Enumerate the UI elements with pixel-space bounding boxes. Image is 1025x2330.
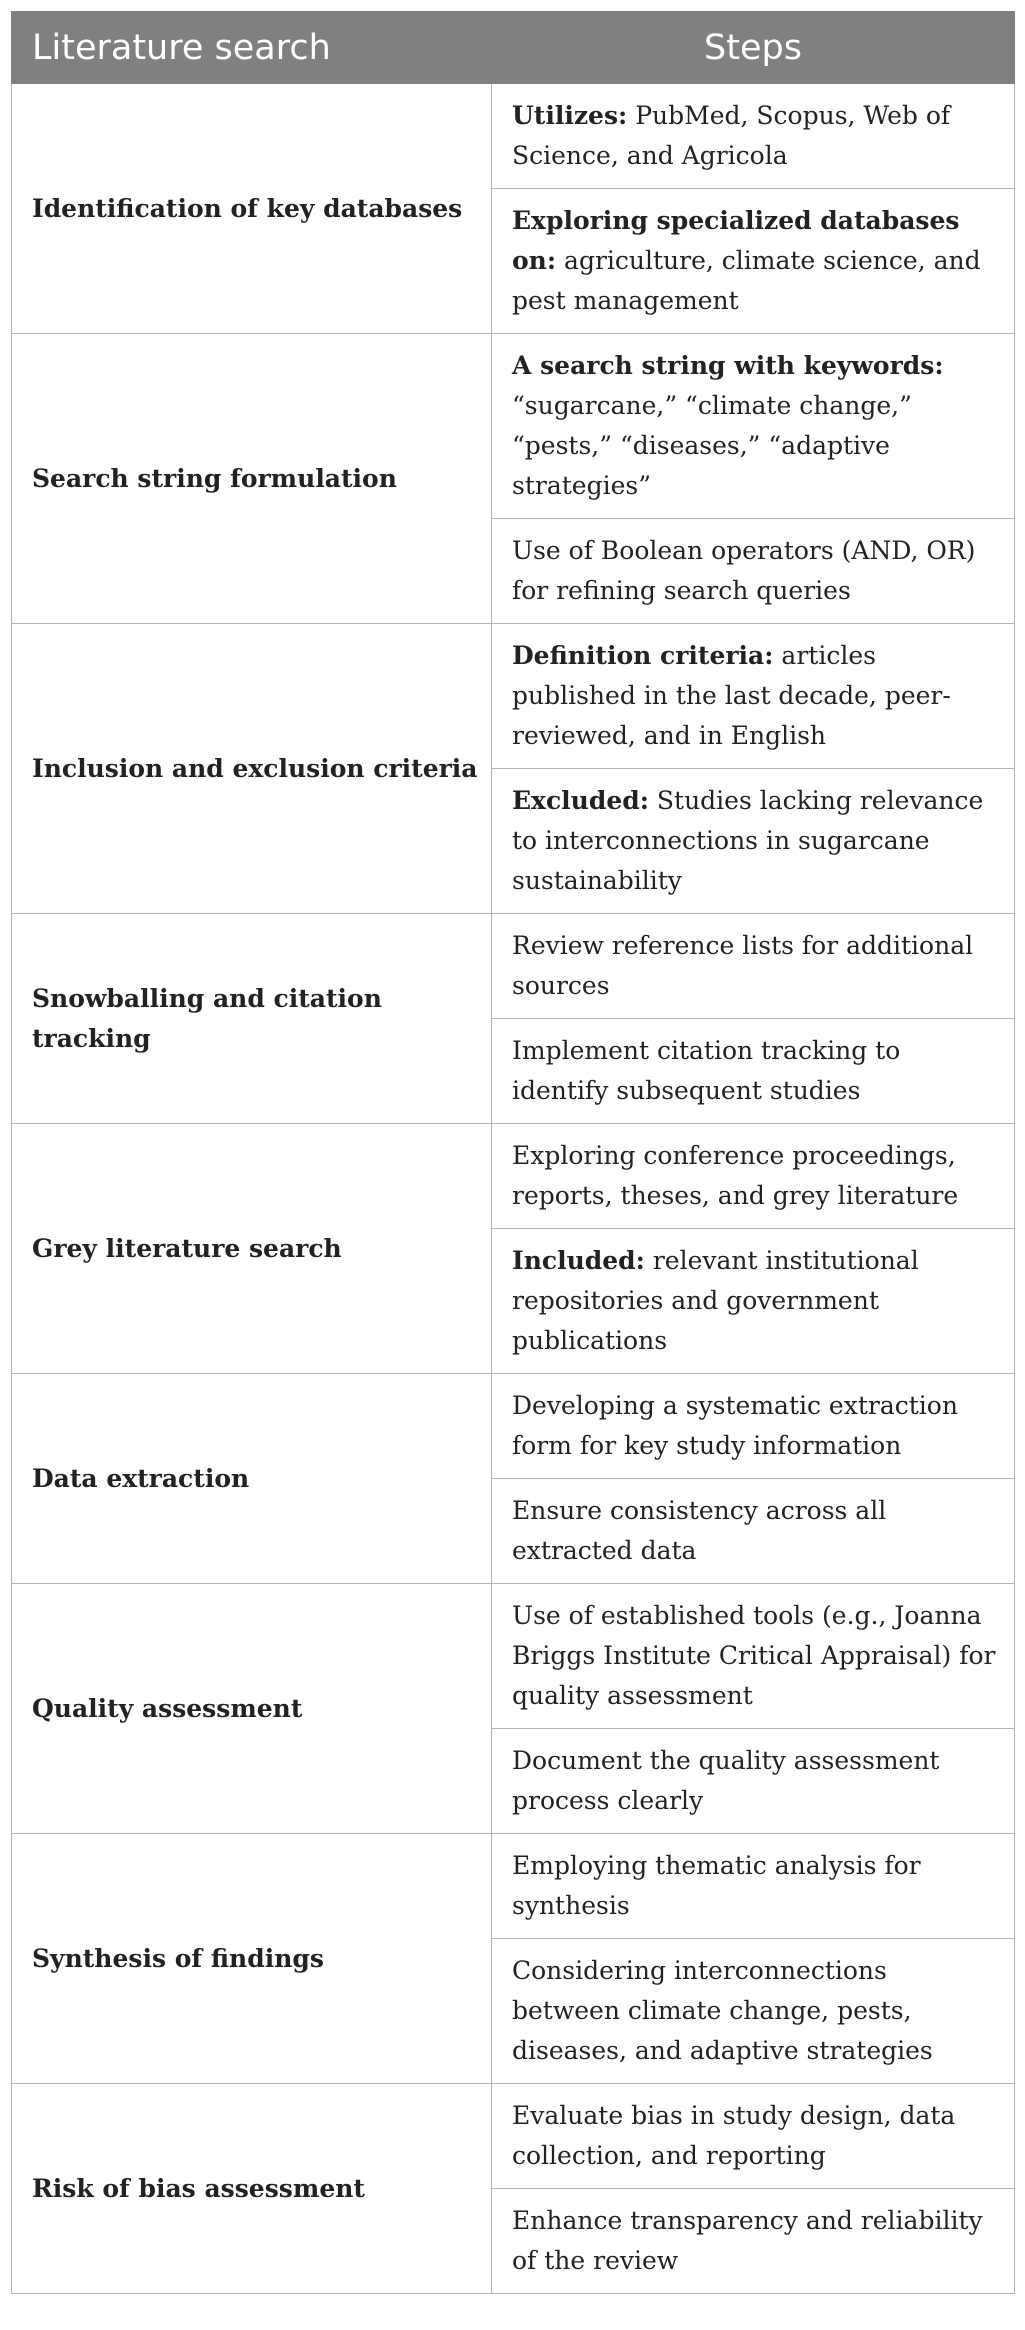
section-title: Search string formulation <box>12 334 492 624</box>
table-row <box>12 914 1015 1019</box>
section-title: Quality assessment <box>12 1584 492 1834</box>
step-text: Use of Boolean operators (AND, OR) for refining search queries <box>512 536 976 605</box>
section-title: Risk of bias assessment <box>12 2084 492 2294</box>
header-row <box>12 12 1015 84</box>
step-text: Employing thematic analysis for synthesis <box>512 1851 921 1920</box>
table-row <box>12 624 1015 769</box>
step-cell <box>492 1374 1015 1479</box>
column-header-literature-search: Literature search <box>12 12 492 84</box>
step-cell <box>492 1834 1015 1939</box>
step-text: “sugarcane,” “climate change,” “pests,” “diseases,” “adaptive strategies” <box>512 391 912 500</box>
table-row <box>12 2084 1015 2189</box>
step-cell <box>492 2189 1015 2294</box>
table-row <box>12 1584 1015 1729</box>
step-cell <box>492 1584 1015 1729</box>
step-cell <box>492 84 1015 189</box>
table-row <box>12 1374 1015 1479</box>
step-label: Definition criteria: <box>512 641 774 670</box>
table-row <box>12 1834 1015 1939</box>
step-cell <box>492 189 1015 334</box>
step-text: articles published in the last decade, peer-reviewed, and in English <box>512 641 951 750</box>
table-row <box>12 84 1015 189</box>
step-text: Review reference lists for additional sources <box>512 931 974 1000</box>
step-cell <box>492 519 1015 624</box>
step-text: Implement citation tracking to identify subsequent studies <box>512 1036 901 1105</box>
table-container <box>11 11 1014 2294</box>
step-cell <box>492 1229 1015 1374</box>
section-title: Synthesis of findings <box>12 1834 492 2084</box>
step-text: Developing a systematic extraction form for key study information <box>512 1391 958 1460</box>
step-cell <box>492 1019 1015 1124</box>
step-cell <box>492 1479 1015 1584</box>
step-label: A search string with keywords: <box>512 351 944 380</box>
step-label: Utilizes: <box>512 101 628 130</box>
table-body <box>12 84 1015 2294</box>
table-row <box>12 334 1015 519</box>
step-text: Exploring conference proceedings, reports, theses, and grey literature <box>512 1141 959 1210</box>
step-cell <box>492 1939 1015 2084</box>
step-text: Ensure consistency across all extracted data <box>512 1496 887 1565</box>
step-cell <box>492 1124 1015 1229</box>
step-text: agriculture, climate science, and pest management <box>512 246 981 315</box>
step-cell <box>492 914 1015 1019</box>
step-text: PubMed, Scopus, Web of Science, and Agricola <box>512 101 951 170</box>
section-title: Inclusion and exclusion criteria <box>12 624 492 914</box>
step-text: Evaluate bias in study design, data collection, and reporting <box>512 2101 956 2170</box>
section-title: Identification of key databases <box>12 84 492 334</box>
step-cell <box>492 334 1015 519</box>
table-row <box>12 1124 1015 1229</box>
step-text: Use of established tools (e.g., Joanna Briggs Institute Critical Appraisal) for quality assessment <box>512 1601 996 1710</box>
step-text: Considering interconnections between climate change, pests, diseases, and adaptive strategies <box>512 1956 933 2065</box>
literature-search-table <box>11 11 1015 2294</box>
step-label: Exploring specialized databases on: <box>512 206 960 275</box>
step-text: Studies lacking relevance to interconnections in sugarcane sustainability <box>512 786 984 895</box>
step-label: Included: <box>512 1246 645 1275</box>
step-cell <box>492 1729 1015 1834</box>
column-header-steps: Steps <box>492 12 1015 84</box>
step-text: Document the quality assessment process clearly <box>512 1746 940 1815</box>
section-title: Data extraction <box>12 1374 492 1584</box>
step-cell <box>492 2084 1015 2189</box>
section-title: Grey literature search <box>12 1124 492 1374</box>
step-cell <box>492 624 1015 769</box>
step-text: Enhance transparency and reliability of the review <box>512 2206 983 2275</box>
step-cell <box>492 769 1015 914</box>
step-text: relevant institutional repositories and government publications <box>512 1246 919 1355</box>
section-title: Snowballing and citation tracking <box>12 914 492 1124</box>
step-label: Excluded: <box>512 786 649 815</box>
